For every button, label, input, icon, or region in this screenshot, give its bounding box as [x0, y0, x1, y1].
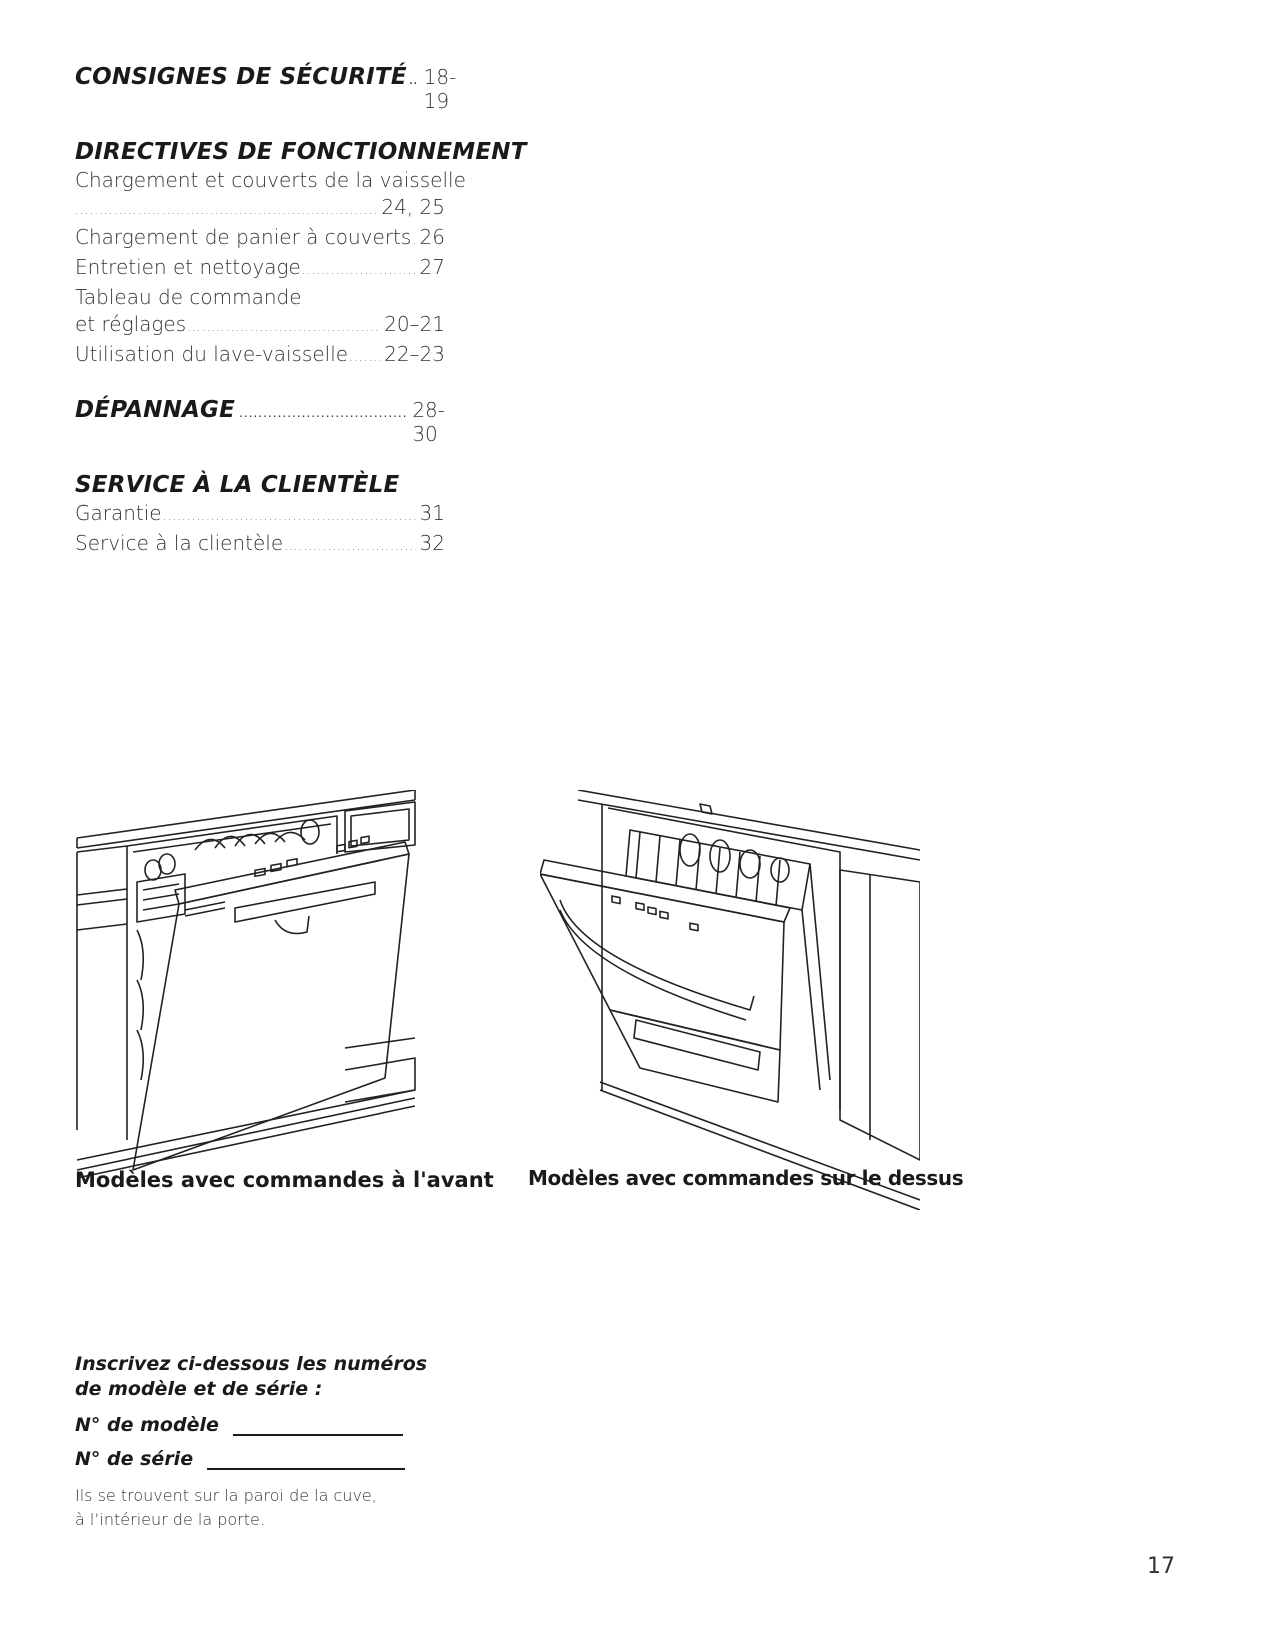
toc-safety[interactable] [75, 62, 457, 113]
toc-item-label: Chargement de panier à couverts [75, 225, 412, 249]
toc-item-label: Garantie [75, 501, 162, 525]
toc-item-page: 24, 25 [381, 195, 445, 219]
serial-number-field [75, 1448, 435, 1470]
toc-item-label[interactable]: Chargement et couverts de la vaisselle [75, 168, 466, 192]
table-of-contents [75, 62, 527, 560]
toc-customer-service-title: SERVICE À LA CLIENTÈLE [75, 472, 400, 498]
toc-safety-title: CONSIGNES DE SÉCURITÉ [75, 64, 407, 90]
leader-dots [302, 257, 416, 284]
toc-troubleshooting-title: DÉPANNAGE [75, 397, 236, 423]
top-control-caption: Modèles avec commandes sur le dessus [528, 1166, 964, 1190]
serial-number-input[interactable] [207, 1450, 405, 1470]
leader-dots [163, 503, 416, 530]
toc-item-row[interactable] [75, 500, 445, 530]
leader-dots [75, 197, 377, 224]
registration-block [75, 1352, 435, 1532]
leader-dots [187, 314, 380, 341]
toc-item-page: 20–21 [384, 312, 445, 336]
toc-item-page: 27 [419, 255, 445, 279]
model-number-field [75, 1414, 435, 1436]
toc-item-row[interactable] [75, 341, 445, 371]
toc-item-row[interactable] [75, 194, 445, 224]
toc-item-page: 31 [419, 501, 445, 525]
toc-safety-pages: 18-19 [423, 65, 457, 113]
toc-item-page: 26 [419, 225, 445, 249]
registration-heading-line1: Inscrivez ci-dessous les numéros [75, 1353, 428, 1375]
toc-item-label: Utilisation du lave-vaisselle [75, 342, 349, 366]
registration-note-line2: à l’intérieur de la porte. [75, 1510, 265, 1529]
registration-note-line1: Ils se trouvent sur la paroi de la cuve, [75, 1486, 377, 1505]
model-number-input[interactable] [233, 1416, 403, 1436]
toc-troubleshooting-pages: 28-30 [412, 398, 445, 446]
toc-item-row[interactable] [75, 530, 445, 560]
registration-heading-line2: de modèle et de série : [75, 1378, 323, 1400]
serial-number-label: N° de série [75, 1448, 194, 1470]
toc-troubleshooting[interactable] [75, 395, 445, 446]
leader-dots [412, 227, 415, 254]
leader-dots [239, 406, 406, 420]
toc-operating-title: DIRECTIVES DE FONCTIONNEMENT [75, 139, 527, 165]
toc-item-row[interactable] [75, 254, 445, 284]
toc-item-label[interactable]: Tableau de commande [75, 285, 302, 309]
toc-item-row[interactable] [75, 311, 445, 341]
top-control-dishwasher-illustration [540, 790, 920, 1210]
front-control-caption: Modèles avec commandes à l'avant [75, 1168, 494, 1192]
toc-item-row[interactable] [75, 224, 445, 254]
toc-item-page: 22–23 [384, 342, 445, 366]
toc-item-label: Entretien et nettoyage [75, 255, 301, 279]
leader-dots [349, 344, 380, 371]
toc-item-page: 32 [419, 531, 445, 555]
leader-dots: .. [408, 72, 418, 88]
model-number-label: N° de modèle [75, 1414, 219, 1436]
page-number: 17 [1147, 1554, 1175, 1579]
toc-item-label: Service à la clientèle [75, 531, 284, 555]
front-control-dishwasher-illustration [75, 790, 435, 1210]
leader-dots [284, 533, 415, 560]
toc-item-label: et réglages [75, 312, 187, 336]
registration-note [75, 1484, 435, 1532]
